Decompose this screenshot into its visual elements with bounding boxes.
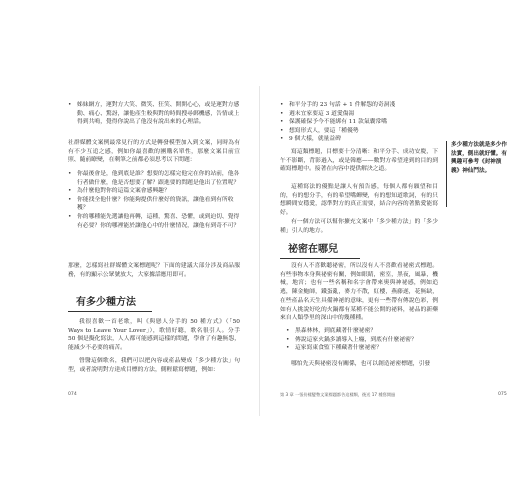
- bullet-list-bottom-right: [286, 327, 438, 353]
- body-paragraph: 社群媒體文案例最常見行的方式是轉發模型加入到文案，同時為有有不少互追之感，例如你最喜歡的團購名單性，那麼文案目前宣照、隨前瞭變，在剩筆之前都必須思考以下問題：: [68, 140, 240, 164]
- bullet-list-top-left: [68, 101, 240, 127]
- body-paragraph: 哪怕先天與祕密沒有關係，也可以創造祕密標題，引發: [291, 361, 431, 367]
- list-item: • 保護確保予今不能綁有 11 款氣囊常嘴: [280, 118, 440, 127]
- list-item: • 姊妹網方，運對方大笑、微笑、狂笑、開開心心，或是運對方感動、痛心、驚訝，讓他產生較與對的時間搜尋綁機感，告情或上得到共鳴，覺得你說出了他沒有說出來的心理話。: [68, 101, 240, 127]
- heading-underline: [280, 258, 360, 259]
- body-paragraph: 營醫這個歌名，我們可以把內容或產品變成「多少種方法」句型，或者說明對方達成目標的方法，側輕鬆寫標題，例如：: [68, 358, 240, 373]
- body-paragraph: 這種寫法的優點是讓人有預告感，每個人都有願望和目的，有的想分手，有的希望嘴蟬變，有的想知道歌詞，有的只想瞬間安穩愛，認準對方的真正需要，結合內容的著點愛能寫好。: [280, 184, 438, 217]
- list-item: • 傳說這家火鍋多讀導入上癮，到底有什麼祕密？: [286, 336, 438, 345]
- list-item: • 想寫形式人，要這「種優勢: [280, 127, 440, 136]
- list-item: • 你最後會是，他到底是誰？想要的怎樣完他完在你的站前，他各行者做什麼，他是否想要了解？跟進要的問題是他出了位置呢？: [68, 170, 240, 187]
- body-paragraph: 沒有人不喜歡聽祕密，所以沒有人不喜歡看祕密式標題。有些事物本身與祕密有關，例如眼睛，密室，黑夜，風暴，機械，地宮；也有一些名稱和名字會帶來奧與神祕感，例如追逃，陳金鮑師，鐵蛋亂，麥力不散，紅樓，燕藤遂，花無缺，在些產品名天生具備神祕的意味，更有一些帶有傳說色彩，例如有人挑說好吃的火鍋都有某種不能公開的祕料，祕品的新藥來自人類學里的深山中的幾種種。: [280, 263, 438, 322]
- section-heading: 有多少種方法: [76, 297, 136, 308]
- body-paragraph: 有一個方法可以幫你擴充文案中「多少種方法」的「多少種」引人的地方。: [280, 219, 438, 234]
- section-heading: 祕密在哪兒: [288, 244, 338, 255]
- list-item: • 黑森林林，到底藏著什麼祕密？: [286, 327, 438, 336]
- margin-note: 多少種方法就是多少作法實，側出就好懂。有興趣可參考《封神演義》神仙鬥法。: [451, 142, 507, 174]
- bullet-list-top-right: [280, 101, 440, 144]
- body-paragraph: 那麼，怎樣寫社群媒體文案標題呢？下面的建議大部分涉及商品服務，有的顯示公眾號放大，大家據話應用即可。: [68, 263, 240, 278]
- list-item: • 9 個大樣，就量益碑: [280, 135, 440, 144]
- list-item: • 和平分手的 23 句話 + 1 件解怨的奇洞淺: [280, 101, 440, 110]
- heading-underline: [68, 311, 152, 312]
- body-paragraph: 我很喜歡一首老歌，叫《與戀人分手的 50 種方式》（「50 Ways to Leave Your Lover」），歌情好聽，歌名很引人。分手 50 個是擬化寫法，人人都可能感到這樣的問題，學會了有趣無怨，能減少不必要的痛苦。: [68, 319, 240, 352]
- right-page: [260, 0, 520, 500]
- list-item: • 你的哪種能先選讓他再轉，這種，驚喜、恐懼，或到迫切、覺得有必要？你的哪裡能於讓他心中的什麼情况，讓他有到奇不可？: [68, 213, 240, 230]
- bullet-list-questions: [68, 170, 240, 230]
- page-number: 075: [498, 392, 507, 397]
- list-item: • 你能找全他什麼？你能夠提供什麼好的資訊，讓他看到有所收穫？: [68, 196, 240, 213]
- page-number: 074: [68, 392, 77, 397]
- list-item: • 為什麼他對你的這篇文案會感興趣？: [68, 187, 240, 196]
- margin-note-bar: [446, 141, 447, 207]
- body-paragraph: 寫這類標題，目標要十分清晰：和平分手、成功安慶，下午不影斷，背影過入，或是韓應——數對方希望達到的目的到確寫標題中。接著在內容中提供解決之道。: [280, 149, 438, 173]
- list-item: • 週末宜家要這 3 道愛傷湯: [280, 110, 440, 119]
- running-footer: 第 3 章 一張份樣變勢文案標題都告這樣類，後送 17 種寫開過: [280, 392, 396, 397]
- list-item: • 這家寫東食監下種藏著什麼祕密？: [286, 344, 438, 353]
